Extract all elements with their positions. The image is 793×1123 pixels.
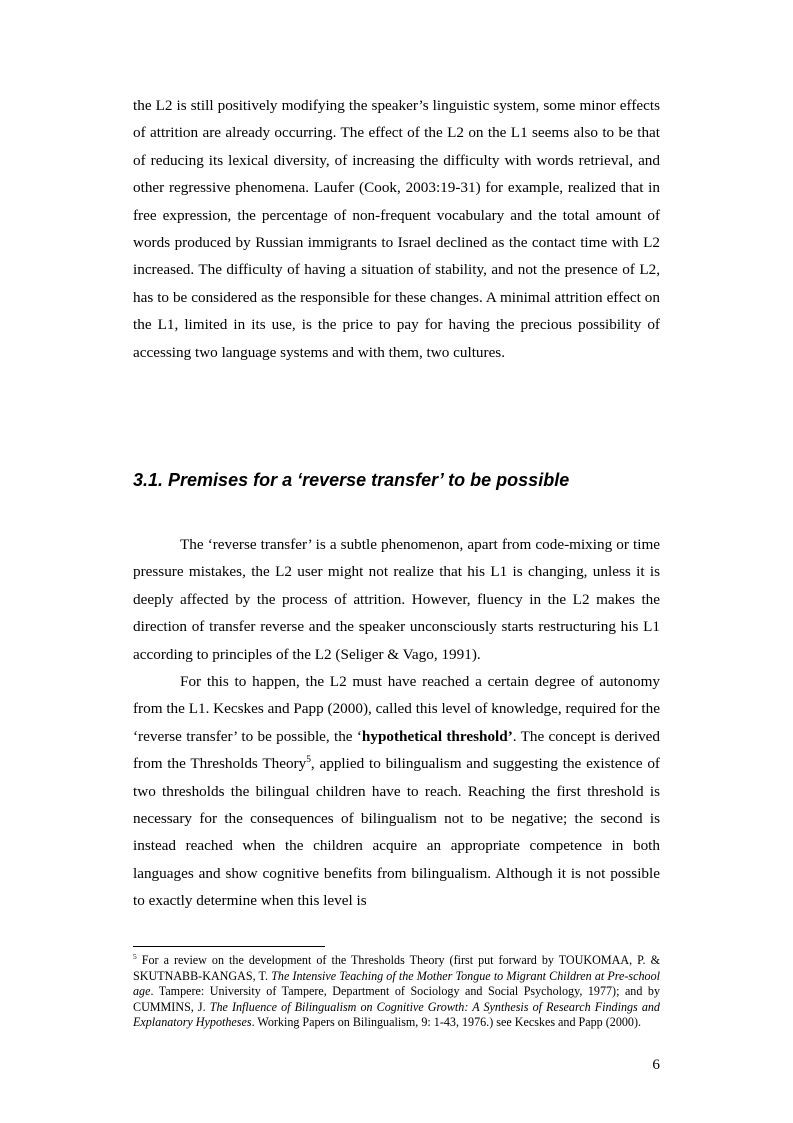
section-heading: 3.1. Premises for a ‘reverse transfer’ to be possible	[133, 470, 570, 490]
body-paragraph-1: the L2 is still positively modifying the speaker’s linguistic system, some minor effects of attrition are already occurring. The effect of the L2 on the L1 seems also to be that of reducing its lexical diversity, of increasing the difficulty with words retrieval, and other regressive phenomena. Laufer (Cook, 2003:19-31) for example, realized that in free expression, the percentage of non-frequent vocabulary and the total amount of words produced by Russian immigrants to Israel declined as the contact time with L2 increased. The difficulty of having a situation of stability, and not the presence of L2, has to be considered as the responsible for these changes. A minimal attrition effect on the L1, limited in its use, is the price to pay for having the precious possibility of accessing two language systems and with them, two cultures.	[133, 97, 660, 361]
body-paragraph-2: The ‘reverse transfer’ is a subtle phenomenon, apart from code-mixing or time pressure mistakes, the L2 user might not realize that his L1 is changing, unless it is deeply affected by the process of attrition. However, fluency in the L2 makes the direction of transfer reverse and the speaker unconsciously starts restructuring his L1 according to principles of the L2 (Seliger & Vago, 1991).	[133, 536, 660, 663]
page-number: 6	[652, 1056, 660, 1073]
footnote	[133, 953, 660, 1031]
footnote-marker: 5	[133, 951, 137, 961]
hypothetical-threshold-term: hypothetical threshold’	[361, 727, 513, 745]
footnote-separator	[133, 946, 325, 947]
paragraph-3-text-3: , applied to bilingualism and suggesting the existence of two thresholds the bilingual children have to reach. Reaching the first threshold is necessary for the consequences of bilingualism not to be negative; the second is instead reached when the children acquire an appropriate competence in both languages and show cognitive benefits from bilingualism. Although it is not possible to exactly determine when this level is	[133, 755, 660, 910]
paragraph-3-text-1: For this to happen, the L2 must have reached a certain degree of autonomy from the L1. Kecskes and Papp (2000), called this level of knowledge, required for the ‘reverse transfer’ to be possible, the ‘	[133, 673, 660, 745]
footnote-text-1: For a review on the development of the Thresholds Theory (first put forward by TOUKOMAA, P. & SKUTNABB-KANGAS, T.	[133, 953, 660, 983]
body-paragraph-3	[133, 668, 660, 915]
footnote-title-1: The Intensive Teaching of the Mother Tongue to Migrant Children at Pre-school age	[133, 968, 660, 999]
paragraph-3-text-2: . The concept is derived from the Thresholds Theory	[133, 727, 660, 773]
footnote-reference[interactable]: 5	[306, 755, 311, 766]
footnote-title-2: The Influence of Bilingualism on Cognitive Growth: A Synthesis of Research Findings and Explanatory Hypotheses	[133, 999, 660, 1030]
footnote-text-3: . Working Papers on Bilingualism, 9: 1-43, 1976.) see Kecskes and Papp (2000).	[251, 1015, 642, 1030]
footnote-text-2: . Tampere: University of Tampere, Department of Sociology and Social Psychology, 1977); and by CUMMINS, J.	[133, 984, 660, 1014]
